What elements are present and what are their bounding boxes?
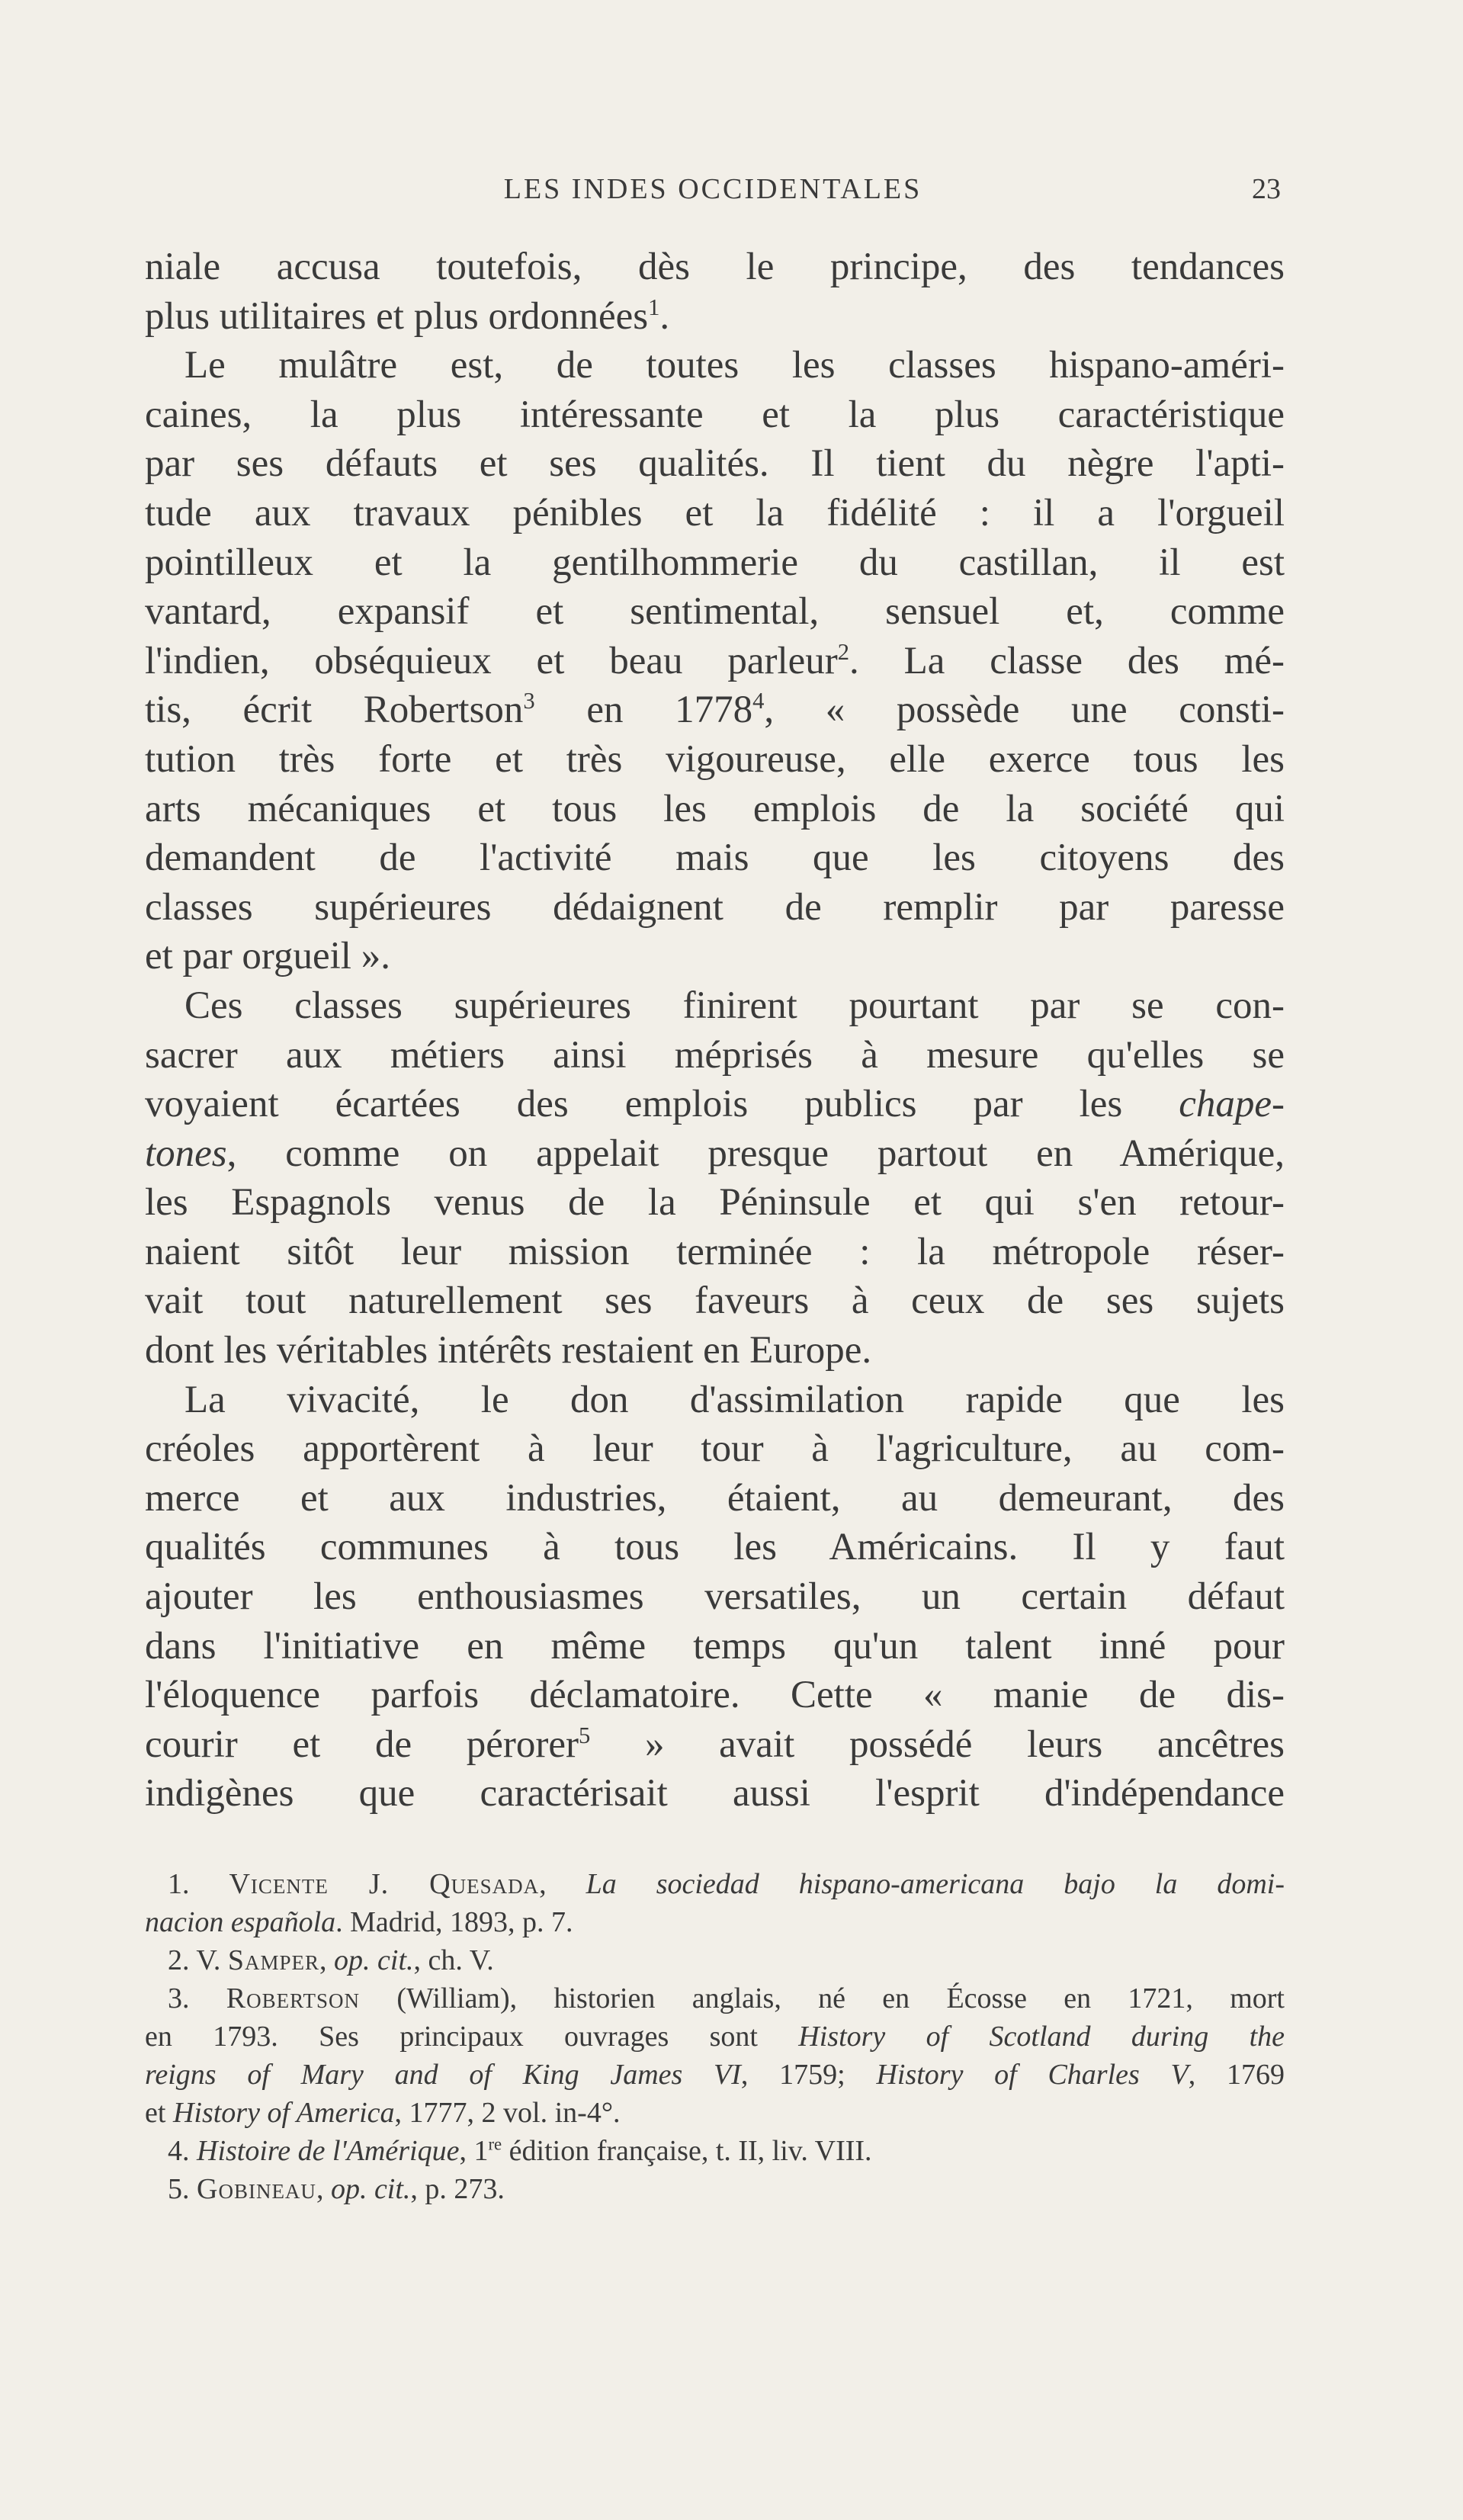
footnote-ref: 4: [752, 688, 765, 714]
text-line: créoles apportèrent à leur tour à l'agriculture, au com-: [145, 1427, 1285, 1471]
text-line: voyaient écartées des emplois publics par les chape-: [145, 1083, 1285, 1126]
footnote-2: 2. V. Samper, op. cit., ch. V.: [168, 1944, 494, 1976]
text-line: par ses défauts et ses qualités. Il tient du nègre l'apti-: [145, 442, 1285, 486]
text-line: tution très forte et très vigoureuse, elle exerce tous les: [145, 737, 1285, 781]
text-line: courir et de pérorer$^5$ » avait possédé leurs ancêtres: [145, 1722, 1285, 1766]
text-line: plus utilitaires et plus ordonnées$^1$.: [145, 294, 670, 338]
footnote-4: 4. Histoire de l'Amérique, 1re édition française, t. II, liv. VIII.: [168, 2134, 872, 2167]
footnote-ref: 5: [579, 1722, 591, 1748]
footnotes: [145, 1865, 1285, 2208]
text-line: tones, comme on appelait presque partout en Amérique,: [145, 1132, 1285, 1175]
text-line: l'éloquence parfois déclamatoire. Cette « manie de dis-: [145, 1674, 1285, 1717]
text-line: les Espagnols venus de la Péninsule et qui s'en retour-: [145, 1181, 1285, 1225]
text-line: l'indien, obséquieux et beau parleur$^2$. La classe des mé-: [145, 638, 1285, 682]
text-line: niale accusa toutefois, dès le principe, des tendances: [145, 246, 1285, 288]
text-line: caines, la plus intéressante et la plus caractéristique: [145, 393, 1285, 436]
footnote-line: reigns of Mary and of King James VI, 1759; History of Charles V, 1769: [145, 2059, 1285, 2091]
text-line: indigènes que caractérisait aussi l'esprit d'indépendance: [145, 1772, 1285, 1815]
footnote-3: 3. Robertson (William), historien anglais, né en Écosse en 1721, mort: [168, 1982, 1285, 2014]
paragraph-start: Le mulâtre est, de toutes les classes hispano-améri-: [184, 344, 1285, 387]
footnote-ref: 3: [523, 688, 535, 714]
text-line: ajouter les enthousiasmes versatiles, un certain défaut: [145, 1575, 1285, 1619]
text-line: naient sitôt leur mission terminée : la métropole réser-: [145, 1230, 1285, 1273]
text-line: classes supérieures dédaignent de remplir par paresse: [145, 885, 1285, 929]
text-line: tis, écrit Robertson$^3$ en 1778$^4$, « possède une consti-: [145, 688, 1285, 732]
footnote-line: nacion española. Madrid, 1893, p. 7.: [145, 1906, 573, 1938]
page-header: [145, 169, 1281, 215]
footnote-line: et History of America, 1777, 2 vol. in-4°.: [145, 2097, 621, 2129]
footnote-ref: 2: [837, 638, 850, 665]
text-line: merce et aux industries, étaient, au demeurant, des: [145, 1476, 1285, 1520]
footnote-5: 5. Gobineau, op. cit., p. 273.: [168, 2173, 505, 2205]
running-title: LES INDES OCCIDENTALES: [503, 173, 922, 205]
footnote-ref: 1: [648, 294, 660, 320]
paragraph-start: Ces classes supérieures finirent pourtant par se con-: [184, 984, 1285, 1027]
text-line: tude aux travaux pénibles et la fidélité : il a l'orgueil: [145, 491, 1285, 534]
text-line: pointilleux et la gentilhommerie du castillan, il est: [145, 541, 1285, 584]
text-line: et par orgueil ».: [145, 935, 390, 978]
text-line: qualités communes à tous les Américains. Il y faut: [145, 1526, 1285, 1569]
text-line: dans l'initiative en même temps qu'un talent inné pour: [145, 1624, 1285, 1668]
text-line: arts mécaniques et tous les emplois de la société qui: [145, 787, 1285, 830]
footnote-1: 1. Vicente J. Quesada, La sociedad hispano-americana bajo la domi-: [168, 1868, 1285, 1900]
text-line: vait tout naturellement ses faveurs à ceux de ses sujets: [145, 1279, 1285, 1323]
text-line: vantard, expansif et sentimental, sensuel et, comme: [145, 590, 1285, 634]
paragraph-start: La vivacité, le don d'assimilation rapide que les: [184, 1378, 1285, 1421]
text-line: demandent de l'activité mais que les citoyens des: [145, 836, 1285, 880]
footnote-line: en 1793. Ses principaux ouvrages sont History of Scotland during the: [145, 2021, 1285, 2053]
page-number: 23: [1252, 173, 1281, 205]
text-line: dont les véritables intérêts restaient en Europe.: [145, 1329, 872, 1372]
text-line: sacrer aux métiers ainsi méprisés à mesure qu'elles se: [145, 1033, 1285, 1077]
body-text: [145, 242, 1285, 1819]
